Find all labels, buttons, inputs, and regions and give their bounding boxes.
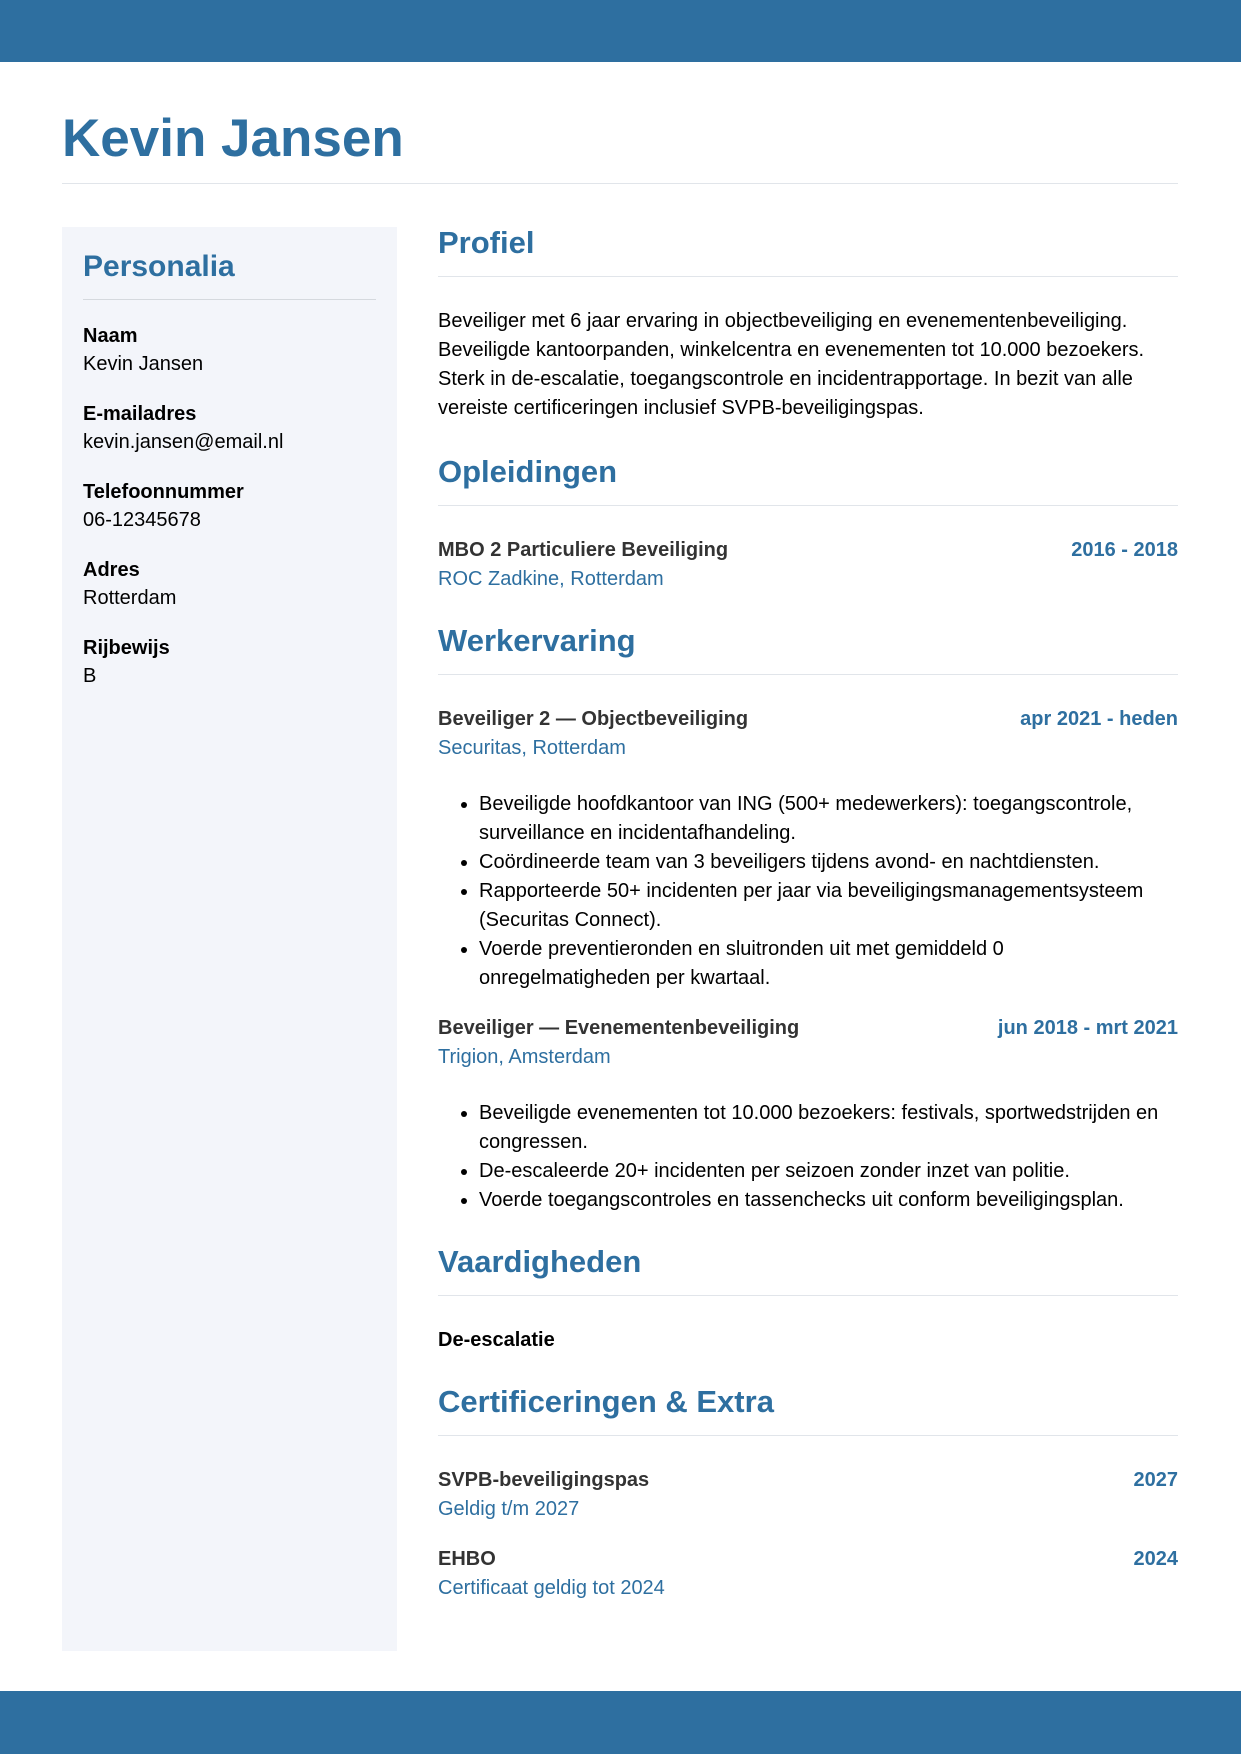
list-item: • De-escaleerde 20+ incidenten per seizoen zonder inzet van politie. — [479, 1157, 1178, 1186]
field-license — [83, 634, 376, 691]
entry-header — [438, 1545, 1178, 1574]
entry-header — [438, 1466, 1178, 1495]
entry-title: Beveiliger 2 — Objectbeveiliging — [438, 708, 749, 730]
sidebar-divider — [83, 299, 376, 300]
field-label: E-mailadres — [83, 403, 197, 425]
profile-text: Beveiliger met 6 jaar ervaring in objectbeveiliging en evenementenbeveiliging. Beveiligde kantoorpanden, winkelcentra en evenementen tot 10.000 bezoekers. Sterk in de-escalatie, toegangscontrole en incidentrapportage. In bezit van alle vereiste certificeringen inclusief SVPB-beveiligingspas. — [438, 310, 1145, 419]
section-divider — [438, 1295, 1178, 1296]
field-value: Kevin Jansen — [83, 353, 204, 375]
name-divider — [62, 183, 1178, 184]
field-value: B — [83, 665, 97, 687]
list-item: • Beveiligde hoofdkantoor van ING (500+ medewerkers): toegangscontrole, surveillance en incidentafhandeling. — [479, 790, 1178, 848]
section-title: Opleidingen — [438, 454, 618, 489]
section-divider — [438, 674, 1178, 675]
entry-header — [438, 536, 1178, 565]
field-value: kevin.jansen@email.nl — [83, 431, 284, 453]
field-value: Rotterdam — [83, 587, 177, 609]
entry-title: SVPB-beveiligingspas — [438, 1469, 650, 1491]
education-section — [438, 451, 1178, 594]
entry-title: EHBO — [438, 1548, 496, 1570]
entry-detail: Certificaat geldig tot 2024 — [438, 1577, 665, 1599]
achievement-list — [438, 790, 1178, 993]
list-item: • Voerde preventieronden en sluitronden uit met gemiddeld 0 onregelmatigheden per kwartaal. — [479, 935, 1178, 993]
section-title: Vaardigheden — [438, 1244, 642, 1279]
entry-title: Beveiliger — Evenementenbeveiliging — [438, 1017, 800, 1039]
list-item: • Rapporteerde 50+ incidenten per jaar via beveiligingsmanagementsysteem (Securitas Connect). — [479, 877, 1178, 935]
personalia-sidebar — [62, 227, 397, 1651]
experience-section — [438, 620, 1178, 1215]
field-label: Telefoonnummer — [83, 481, 244, 503]
top-banner — [0, 0, 1241, 62]
entry-institution: ROC Zadkine, Rotterdam — [438, 568, 664, 590]
entry-date: 2027 — [1133, 1469, 1178, 1491]
field-email — [83, 400, 376, 457]
entry-employer: Securitas, Rotterdam — [438, 737, 626, 759]
field-label: Rijbewijs — [83, 637, 170, 659]
section-title: Certificeringen & Extra — [438, 1384, 774, 1419]
section-divider — [438, 505, 1178, 506]
field-phone — [83, 478, 376, 535]
skill-item: De-escalatie — [438, 1329, 555, 1351]
entry-header — [438, 1014, 1178, 1043]
entry-date: 2016 - 2018 — [1071, 539, 1178, 561]
section-divider — [438, 276, 1178, 277]
field-label: Naam — [83, 325, 138, 347]
entry-date: jun 2018 - mrt 2021 — [997, 1017, 1178, 1039]
profile-section — [438, 222, 1178, 423]
main-content — [438, 222, 1178, 1603]
field-label: Adres — [83, 559, 140, 581]
certification-entry — [438, 1466, 1178, 1524]
list-item: • Beveiligde evenementen tot 10.000 bezoekers: festivals, sportwedstrijden en congressen. — [479, 1099, 1178, 1157]
field-value: 06-12345678 — [83, 509, 201, 531]
list-item: • Coördineerde team van 3 beveiligers tijdens avond- en nachtdiensten. — [479, 848, 1178, 877]
entry-header — [438, 705, 1178, 734]
entry-title: MBO 2 Particuliere Beveiliging — [438, 539, 729, 561]
section-title: Profiel — [438, 225, 535, 260]
entry-detail: Geldig t/m 2027 — [438, 1498, 580, 1520]
list-item: • Voerde toegangscontroles en tassenchecks uit conform beveiligingsplan. — [479, 1186, 1178, 1215]
education-entry — [438, 536, 1178, 594]
entry-employer: Trigion, Amsterdam — [438, 1046, 611, 1068]
field-address — [83, 556, 376, 613]
sidebar-title: Personalia — [83, 250, 235, 283]
bottom-banner — [0, 1691, 1241, 1754]
experience-entry — [438, 1014, 1178, 1215]
section-divider — [438, 1435, 1178, 1436]
certifications-section — [438, 1381, 1178, 1603]
entry-date: 2024 — [1133, 1548, 1178, 1570]
section-title: Werkervaring — [438, 623, 636, 658]
achievement-list — [438, 1099, 1178, 1215]
field-name — [83, 322, 376, 379]
skills-section — [438, 1241, 1178, 1355]
experience-entry — [438, 705, 1178, 993]
candidate-name: Kevin Jansen — [62, 109, 404, 168]
certification-entry — [438, 1545, 1178, 1603]
entry-date: apr 2021 - heden — [1020, 708, 1178, 730]
